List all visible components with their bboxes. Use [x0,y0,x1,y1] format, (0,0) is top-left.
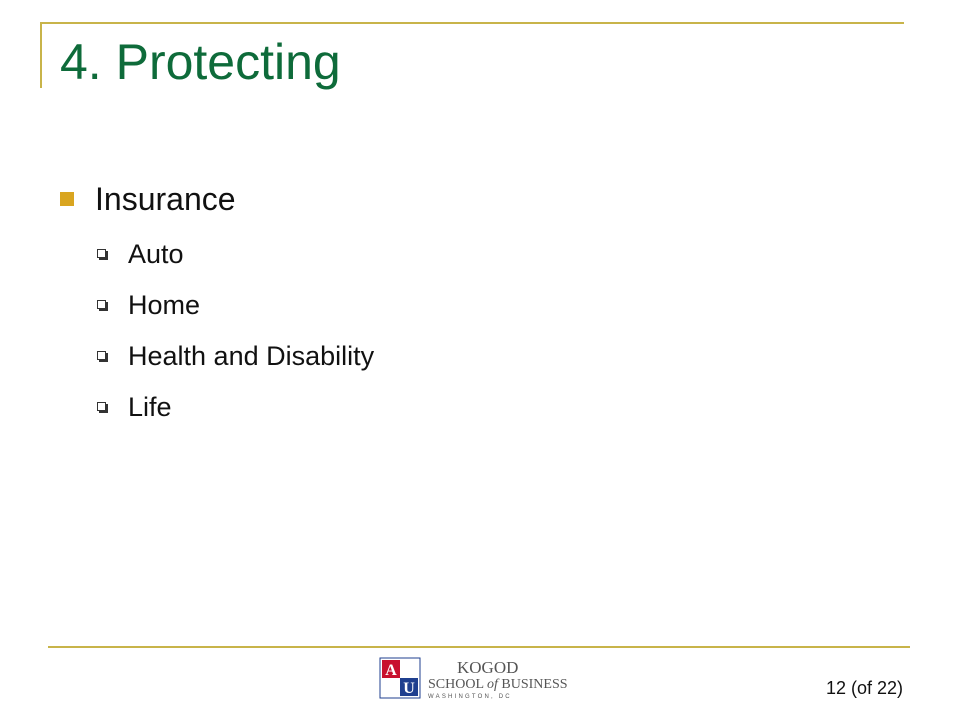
svg-text:U: U [403,680,415,697]
slide-content [60,175,880,433]
page-number: 12 (of 22) [825,678,903,698]
sub-bullet-list [97,229,880,433]
hollow-square-bullet-icon [97,249,108,260]
hollow-square-bullet-icon [97,402,108,413]
sub-bullet-item [97,280,880,331]
slide-title: 4. Protecting [60,34,341,90]
sub-bullet-item [97,331,880,382]
footer-rule [48,646,910,648]
sub-bullet-label: Auto [128,239,184,269]
sub-bullet-label: Home [128,290,201,320]
svg-text:WASHINGTON, DC: WASHINGTON, DC [428,694,512,700]
hollow-square-bullet-icon [97,300,108,311]
hollow-square-bullet-icon [97,351,108,362]
frame-left-rule [40,22,42,88]
svg-text:A: A [385,662,397,679]
bullet-label: Insurance [95,180,236,217]
sub-bullet-label: Health and Disability [128,341,375,371]
sub-bullet-item [97,382,880,433]
sub-bullet-item [97,229,880,280]
sub-bullet-label: Life [128,392,172,422]
svg-text:SCHOOL of BUSINESS: SCHOOL of BUSINESS [428,677,568,692]
frame-top-rule [40,22,904,24]
kogod-school-logo [380,656,568,702]
square-bullet-icon [60,192,74,206]
bullet-insurance [60,175,880,223]
svg-text:KOGOD: KOGOD [457,658,519,677]
